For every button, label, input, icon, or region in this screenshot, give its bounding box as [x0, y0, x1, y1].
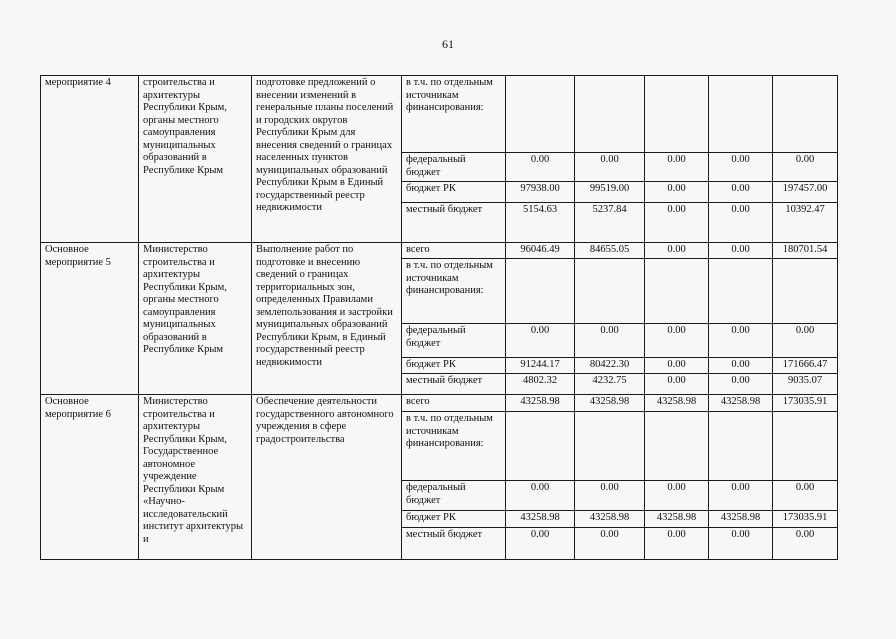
- value-cell: 0.00: [645, 243, 709, 259]
- value-cell: 171666.47: [773, 358, 838, 374]
- value-cell: 0.00: [506, 153, 575, 182]
- value-cell: 96046.49: [506, 243, 575, 259]
- description-cell: подготовке предложений о внесении изменений в генеральные планы поселений и городских округов Республики Крым для внесения сведений о границах населенных пунктов муниципальных образований Республики Крым в Единый государственный реестр недвижимости: [252, 76, 402, 243]
- source-cell: федеральный бюджет: [402, 481, 506, 511]
- value-cell: 0.00: [709, 374, 773, 395]
- value-cell: 43258.98: [709, 511, 773, 528]
- value-cell: 0.00: [773, 324, 838, 358]
- measure-cell: мероприятие 4: [41, 76, 139, 243]
- value-cell: [506, 259, 575, 324]
- value-cell: 0.00: [645, 358, 709, 374]
- value-cell: 43258.98: [575, 395, 645, 412]
- table-row: [41, 395, 838, 412]
- value-cell: [575, 259, 645, 324]
- value-cell: 43258.98: [645, 395, 709, 412]
- executor-cell: Министерство строительства и архитектуры Республики Крым, органы местного самоуправления муниципальных образований в Республике Крым: [139, 243, 252, 395]
- value-cell: [506, 76, 575, 153]
- value-cell: 0.00: [709, 203, 773, 243]
- description-cell: Выполнение работ по подготовке и внесению сведений о границах территориальных зон, определенных Правилами землепользования и застройки муниципальных образований Республики Крым, в Единый государственный реестр недвижимости: [252, 243, 402, 395]
- value-cell: 0.00: [645, 481, 709, 511]
- measure-cell: Основное мероприятие 6: [41, 395, 139, 560]
- value-cell: 0.00: [773, 153, 838, 182]
- value-cell: 0.00: [709, 182, 773, 203]
- source-cell: в т.ч. по отдельным источникам финансирования:: [402, 76, 506, 153]
- value-cell: 0.00: [709, 243, 773, 259]
- value-cell: 0.00: [645, 324, 709, 358]
- value-cell: 0.00: [506, 528, 575, 560]
- value-cell: 0.00: [575, 153, 645, 182]
- value-cell: 0.00: [709, 358, 773, 374]
- value-cell: 43258.98: [506, 511, 575, 528]
- value-cell: 43258.98: [506, 395, 575, 412]
- value-cell: [575, 76, 645, 153]
- source-cell: всего: [402, 243, 506, 259]
- financing-table: [40, 75, 838, 560]
- value-cell: 4232.75: [575, 374, 645, 395]
- value-cell: 43258.98: [575, 511, 645, 528]
- source-cell: федеральный бюджет: [402, 324, 506, 358]
- value-cell: [506, 412, 575, 481]
- value-cell: 4802.32: [506, 374, 575, 395]
- value-cell: 0.00: [575, 324, 645, 358]
- measure-cell: Основное мероприятие 5: [41, 243, 139, 395]
- value-cell: [709, 412, 773, 481]
- value-cell: [709, 76, 773, 153]
- value-cell: 0.00: [709, 324, 773, 358]
- value-cell: 99519.00: [575, 182, 645, 203]
- value-cell: 9035.07: [773, 374, 838, 395]
- source-cell: в т.ч. по отдельным источникам финансирования:: [402, 412, 506, 481]
- value-cell: [645, 76, 709, 153]
- value-cell: 197457.00: [773, 182, 838, 203]
- value-cell: [773, 76, 838, 153]
- value-cell: 84655.05: [575, 243, 645, 259]
- value-cell: 0.00: [709, 153, 773, 182]
- value-cell: 91244.17: [506, 358, 575, 374]
- value-cell: 97938.00: [506, 182, 575, 203]
- description-cell: Обеспечение деятельности государственного автономного учреждения в сфере градостроительства: [252, 395, 402, 560]
- source-cell: в т.ч. по отдельным источникам финансирования:: [402, 259, 506, 324]
- source-cell: всего: [402, 395, 506, 412]
- source-cell: бюджет РК: [402, 511, 506, 528]
- value-cell: 43258.98: [645, 511, 709, 528]
- value-cell: [645, 259, 709, 324]
- value-cell: 0.00: [645, 528, 709, 560]
- value-cell: 0.00: [645, 203, 709, 243]
- value-cell: 0.00: [773, 528, 838, 560]
- value-cell: 0.00: [773, 481, 838, 511]
- table-row: [41, 243, 838, 259]
- value-cell: 43258.98: [709, 395, 773, 412]
- value-cell: 5154.63: [506, 203, 575, 243]
- value-cell: 0.00: [709, 528, 773, 560]
- source-cell: федеральный бюджет: [402, 153, 506, 182]
- value-cell: 0.00: [645, 153, 709, 182]
- value-cell: 0.00: [506, 324, 575, 358]
- executor-cell: строительства и архитектуры Республики Крым, органы местного самоуправления муниципальных образований в Республике Крым: [139, 76, 252, 243]
- source-cell: местный бюджет: [402, 203, 506, 243]
- value-cell: 0.00: [506, 481, 575, 511]
- value-cell: 10392.47: [773, 203, 838, 243]
- table-row: [41, 76, 838, 153]
- value-cell: 80422.30: [575, 358, 645, 374]
- value-cell: 0.00: [709, 481, 773, 511]
- source-cell: местный бюджет: [402, 374, 506, 395]
- value-cell: 0.00: [575, 528, 645, 560]
- source-cell: бюджет РК: [402, 182, 506, 203]
- value-cell: 180701.54: [773, 243, 838, 259]
- page-number: 61: [442, 37, 454, 51]
- value-cell: 5237.84: [575, 203, 645, 243]
- value-cell: 173035.91: [773, 511, 838, 528]
- value-cell: 0.00: [645, 182, 709, 203]
- value-cell: [709, 259, 773, 324]
- value-cell: [575, 412, 645, 481]
- source-cell: местный бюджет: [402, 528, 506, 560]
- executor-cell: Министерство строительства и архитектуры Республики Крым, Государственное автономное учреждение Республики Крым «Научно-исследовательский институт архитектуры и: [139, 395, 252, 560]
- value-cell: 173035.91: [773, 395, 838, 412]
- source-cell: бюджет РК: [402, 358, 506, 374]
- value-cell: [645, 412, 709, 481]
- value-cell: [773, 259, 838, 324]
- value-cell: 0.00: [575, 481, 645, 511]
- value-cell: 0.00: [645, 374, 709, 395]
- value-cell: [773, 412, 838, 481]
